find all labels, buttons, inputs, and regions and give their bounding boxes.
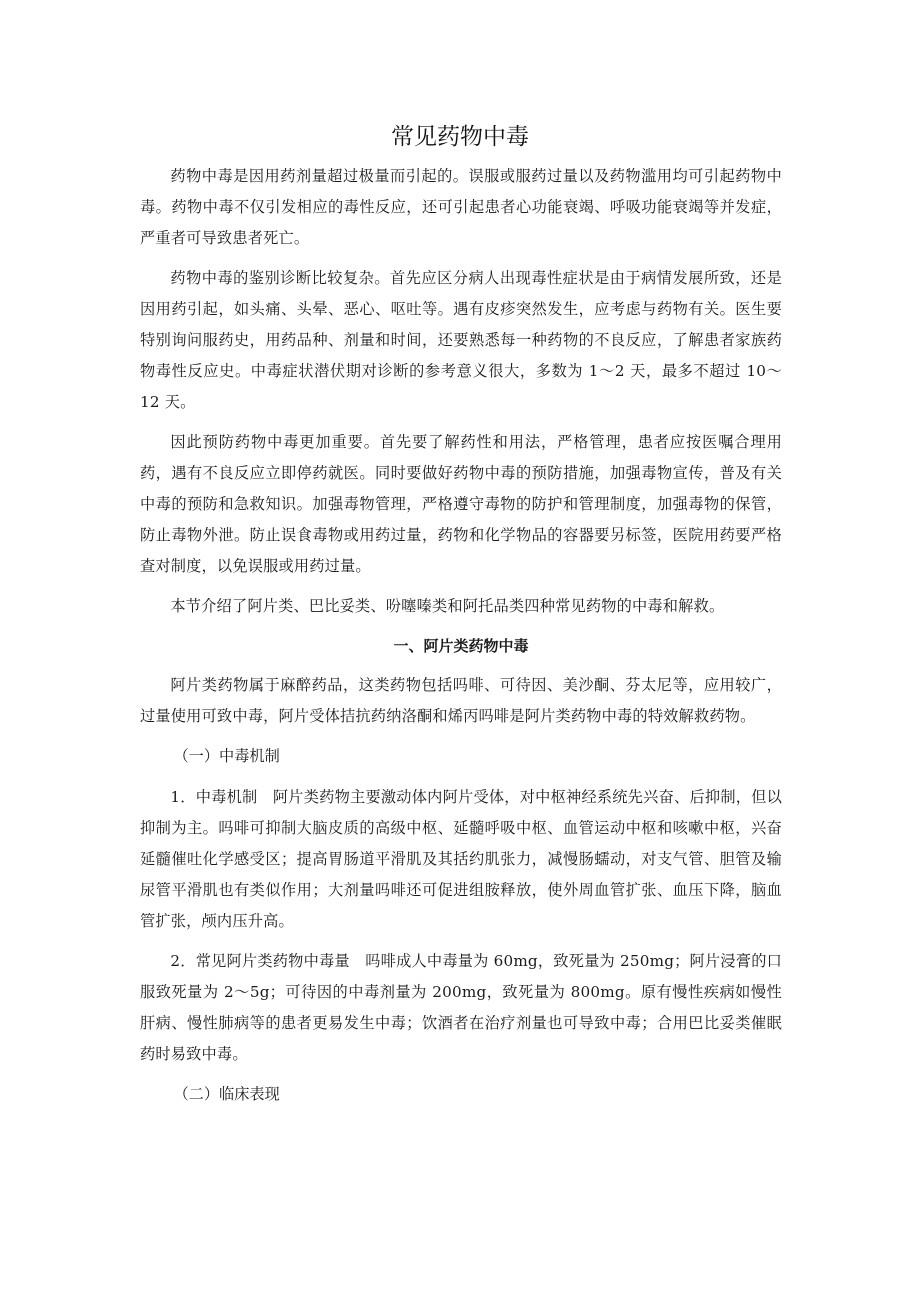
intro-paragraph-3: 因此预防药物中毒更加重要。首先要了解药性和用法，严格管理，患者应按医嘱合理用药，遇有不良反应立即停药就医。同时要做好药物中毒的预防措施，加强毒物宣传，普及有关中毒的预防和急救知识。加强毒物管理，严格遵守毒物的防护和管理制度，加强毒物的保管，防止毒物外泄。防止误食毒物或用药过量，药物和化学物品的容器要另标签，医院用药要严格查对制度，以免误服或用药过量。 xyxy=(140,433,782,575)
page-title: 常见药物中毒 xyxy=(391,124,529,150)
subheading-clinical: （二）临床表现 xyxy=(173,1085,280,1103)
intro-paragraph-2: 药物中毒的鉴别诊断比较复杂。首先应区分病人出现毒性症状是由于病情发展所致，还是因用药引起，如头痛、头晕、恶心、呕吐等。遇有皮疹突然发生，应考虑与药物有关。医生要特别询问服药史，用药品种、剂量和时间，还要熟悉每一种药物的不良反应，了解患者家族药物毒性反应史。中毒症状潜伏期对诊断的参考意义很大，多数为 1～2 天，最多不超过 10～12 天。 xyxy=(140,269,782,411)
section-heading-opioid: 一、阿片类药物中毒 xyxy=(393,637,529,655)
intro-paragraph-4: 本节介绍了阿片类、巴比妥类、吩噻嗪类和阿托品类四种常见药物的中毒和解救。 xyxy=(170,597,725,615)
mechanism-paragraph: 1．中毒机制 阿片类药物主要激动体内阿片受体，对中枢神经系统先兴奋、后抑制，但以抑制为主。吗啡可抑制大脑皮质的高级中枢、延髓呼吸中枢、血管运动中枢和咳嗽中枢，兴奋延髓催吐化学感受区；提高胃肠道平滑肌及其括约肌张力，减慢肠蠕动，对支气管、胆管及输尿管平滑肌也有类似作用；大剂量吗啡还可促进组胺释放，使外周血管扩张、血压下降，脑血管扩张，颅内压升高。 xyxy=(140,788,782,930)
section-intro-paragraph: 阿片类药物属于麻醉药品，这类药物包括吗啡、可待因、美沙酮、芬太尼等，应用较广，过量使用可致中毒，阿片受体拮抗药纳洛酮和烯丙吗啡是阿片类药物中毒的特效解救药物。 xyxy=(140,676,782,725)
document-body xyxy=(140,161,782,1120)
intro-paragraph-1: 药物中毒是因用药剂量超过极量而引起的。误服或服药过量以及药物滥用均可引起药物中毒。药物中毒不仅引发相应的毒性反应，还可引起患者心功能衰竭、呼吸功能衰竭等并发症，严重者可导致患者死亡。 xyxy=(140,167,782,247)
toxic-dose-paragraph: 2．常见阿片类药物中毒量 吗啡成人中毒量为 60mg，致死量为 250mg；阿片浸膏的口服致死量为 2～5g；可待因的中毒剂量为 200mg，致死量为 800mg。原有慢性疾病如慢性肝病、慢性肺病等的患者更易发生中毒；饮酒者在治疗剂量也可导致中毒；合用巴比妥类催眠药时易致中毒。 xyxy=(140,952,782,1063)
subheading-mechanism: （一）中毒机制 xyxy=(173,747,280,765)
